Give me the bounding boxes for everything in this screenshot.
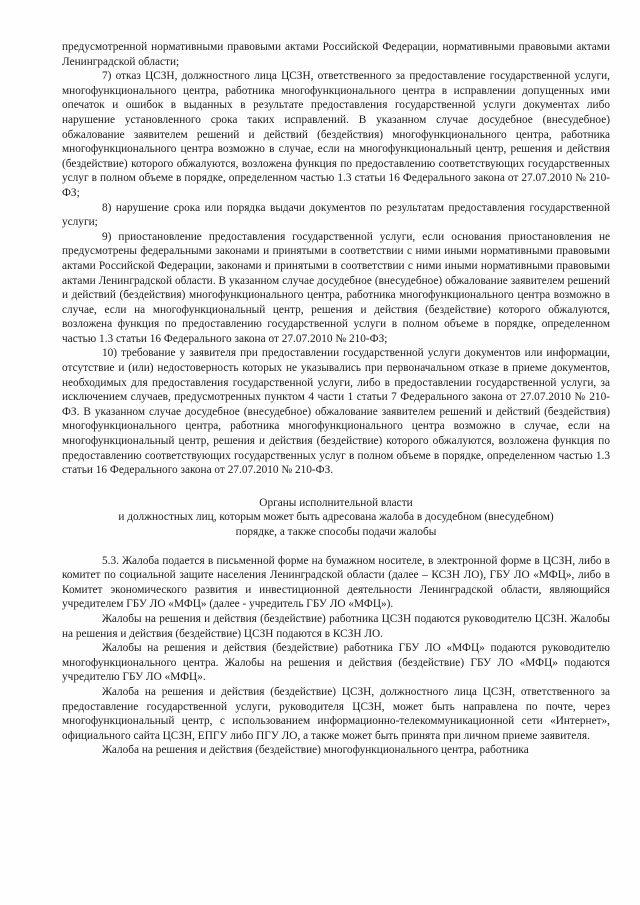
paragraph-mfc-complaints: Жалобы на решения и действия (бездействие) работника ГБУ ЛО «МФЦ» подаются руководителю многофункционального центра. Жалобы на решения и действия (бездействие) ГБУ ЛО «МФЦ» подаются учредителю ГБУ ЛО «МФЦ».	[62, 642, 610, 684]
paragraph-item-7: 7) отказ ЦСЗН, должностного лица ЦСЗН, ответственного за предоставление государственной услуги, многофункционального центра, работника многофункционального центра в исправлении допущенных ими опечаток и ошибок в выданных в результате предоставления государственной услуги документах либо нарушение установленного срока таких исправлений. В указанном случае досудебное (внесудебное) обжалование заявителем решений и действий (бездействия) многофункционального центра, работника многофункционального центра возможно в случае, если на многофункциональный центр, решения и действия (бездействие) которого обжалуются, возложена функция по предоставлению соответствующих государственных услуг в полном объеме в порядке, определенном частью 1.3 статьи 16 Федерального закона от 27.07.2010 № 210-ФЗ;	[62, 70, 610, 199]
paragraph-submission-methods: Жалоба на решения и действия (бездействие) ЦСЗН, должностного лица ЦСЗН, ответственного за предоставление государственной услуги, руководителя ЦСЗН, может быть направлена по почте, через многофункциональный центр, с использованием информационно-телекоммуникационной сети «Интернет», официального сайта ЦСЗН, ЕПГУ либо ПГУ ЛО, а также может быть принята при личном приеме заявителя.	[62, 685, 610, 742]
paragraph-cszn-complaints: Жалобы на решения и действия (бездействие) работника ЦСЗН подаются руководителю ЦСЗН. Жалобы на решения и действия (бездействие) ЦСЗН подаются в КСЗН ЛО.	[62, 612, 610, 640]
heading-line-3: порядке, а также способы подачи жалобы	[235, 526, 437, 538]
heading-line-2: и должностных лиц, которым может быть адресована жалоба в досудебном (внесудебном)	[118, 511, 554, 524]
document-body	[62, 40, 610, 758]
paragraph-item-9: 9) приостановление предоставления государственной услуги, если основания приостановления не предусмотрены федеральными законами и принятыми в соответствии с ними иными нормативными правовыми актами Российской Федерации, законами и принятыми в соответствии с ними иными нормативными правовыми актами Ленинградской области. В указанном случае досудебное (внесудебное) обжалование заявителем решений и действий (бездействия) многофункционального центра, работника многофункционального центра возможно в случае, если на многофункциональный центр, решения и действия (бездействие) которого обжалуются, возложена функция по предоставлению государственной услуги в полном объеме в порядке, определенном частью 1.3 статьи 16 Федерального закона от 27.07.2010 № 210-ФЗ;	[62, 230, 610, 345]
paragraph-continuation: предусмотренной нормативными правовыми актами Российской Федерации, нормативными правовыми актами Ленинградской области;	[62, 41, 610, 68]
paragraph-item-8: 8) нарушение срока или порядка выдачи документов по результатам предоставления государственной услуги;	[62, 201, 610, 229]
paragraph-5-3: 5.3. Жалоба подается в письменной форме на бумажном носителе, в электронной форме в ЦСЗН, либо в комитет по социальной защите населения Ленинградской области (далее – КСЗН ЛО), ГБУ ЛО «МФЦ», либо в Комитет экономического развития и инвестиционной деятельности Ленинградской области, являющийся учредителем ГБУ ЛО «МФЦ» (далее - учредитель ГБУ ЛО «МФЦ»).	[62, 554, 610, 611]
heading-line-1: Органы исполнительной власти	[259, 496, 413, 509]
paragraph-mfc-complaint-start: Жалоба на решения и действия (бездействие) многофункционального центра, работника	[102, 744, 529, 757]
paragraph-item-10: 10) требование у заявителя при предоставлении государственной услуги документов или информации, отсутствие и (или) недостоверность которых не указывались при первоначальном отказе в приеме документов, необходимых для предоставления государственной услуги, либо в предоставлении государственной услуги, за исключением случаев, предусмотренных пунктом 4 части 1 статьи 7 Федерального закона от 27.07.2010 № 210-ФЗ. В указанном случае досудебное (внесудебное) обжалование заявителем решений и действий (бездействия) многофункционального центра, работника многофункционального центра возможно в случае, если на многофункциональный центр, решения и действия (бездействие) которого обжалуются, возложена функция по предоставлению соответствующих государственных услуг в полном объеме в порядке, определенном частью 1.3 статьи 16 Федерального закона от 27.07.2010 № 210-ФЗ.	[62, 347, 610, 477]
section-heading	[62, 496, 610, 540]
